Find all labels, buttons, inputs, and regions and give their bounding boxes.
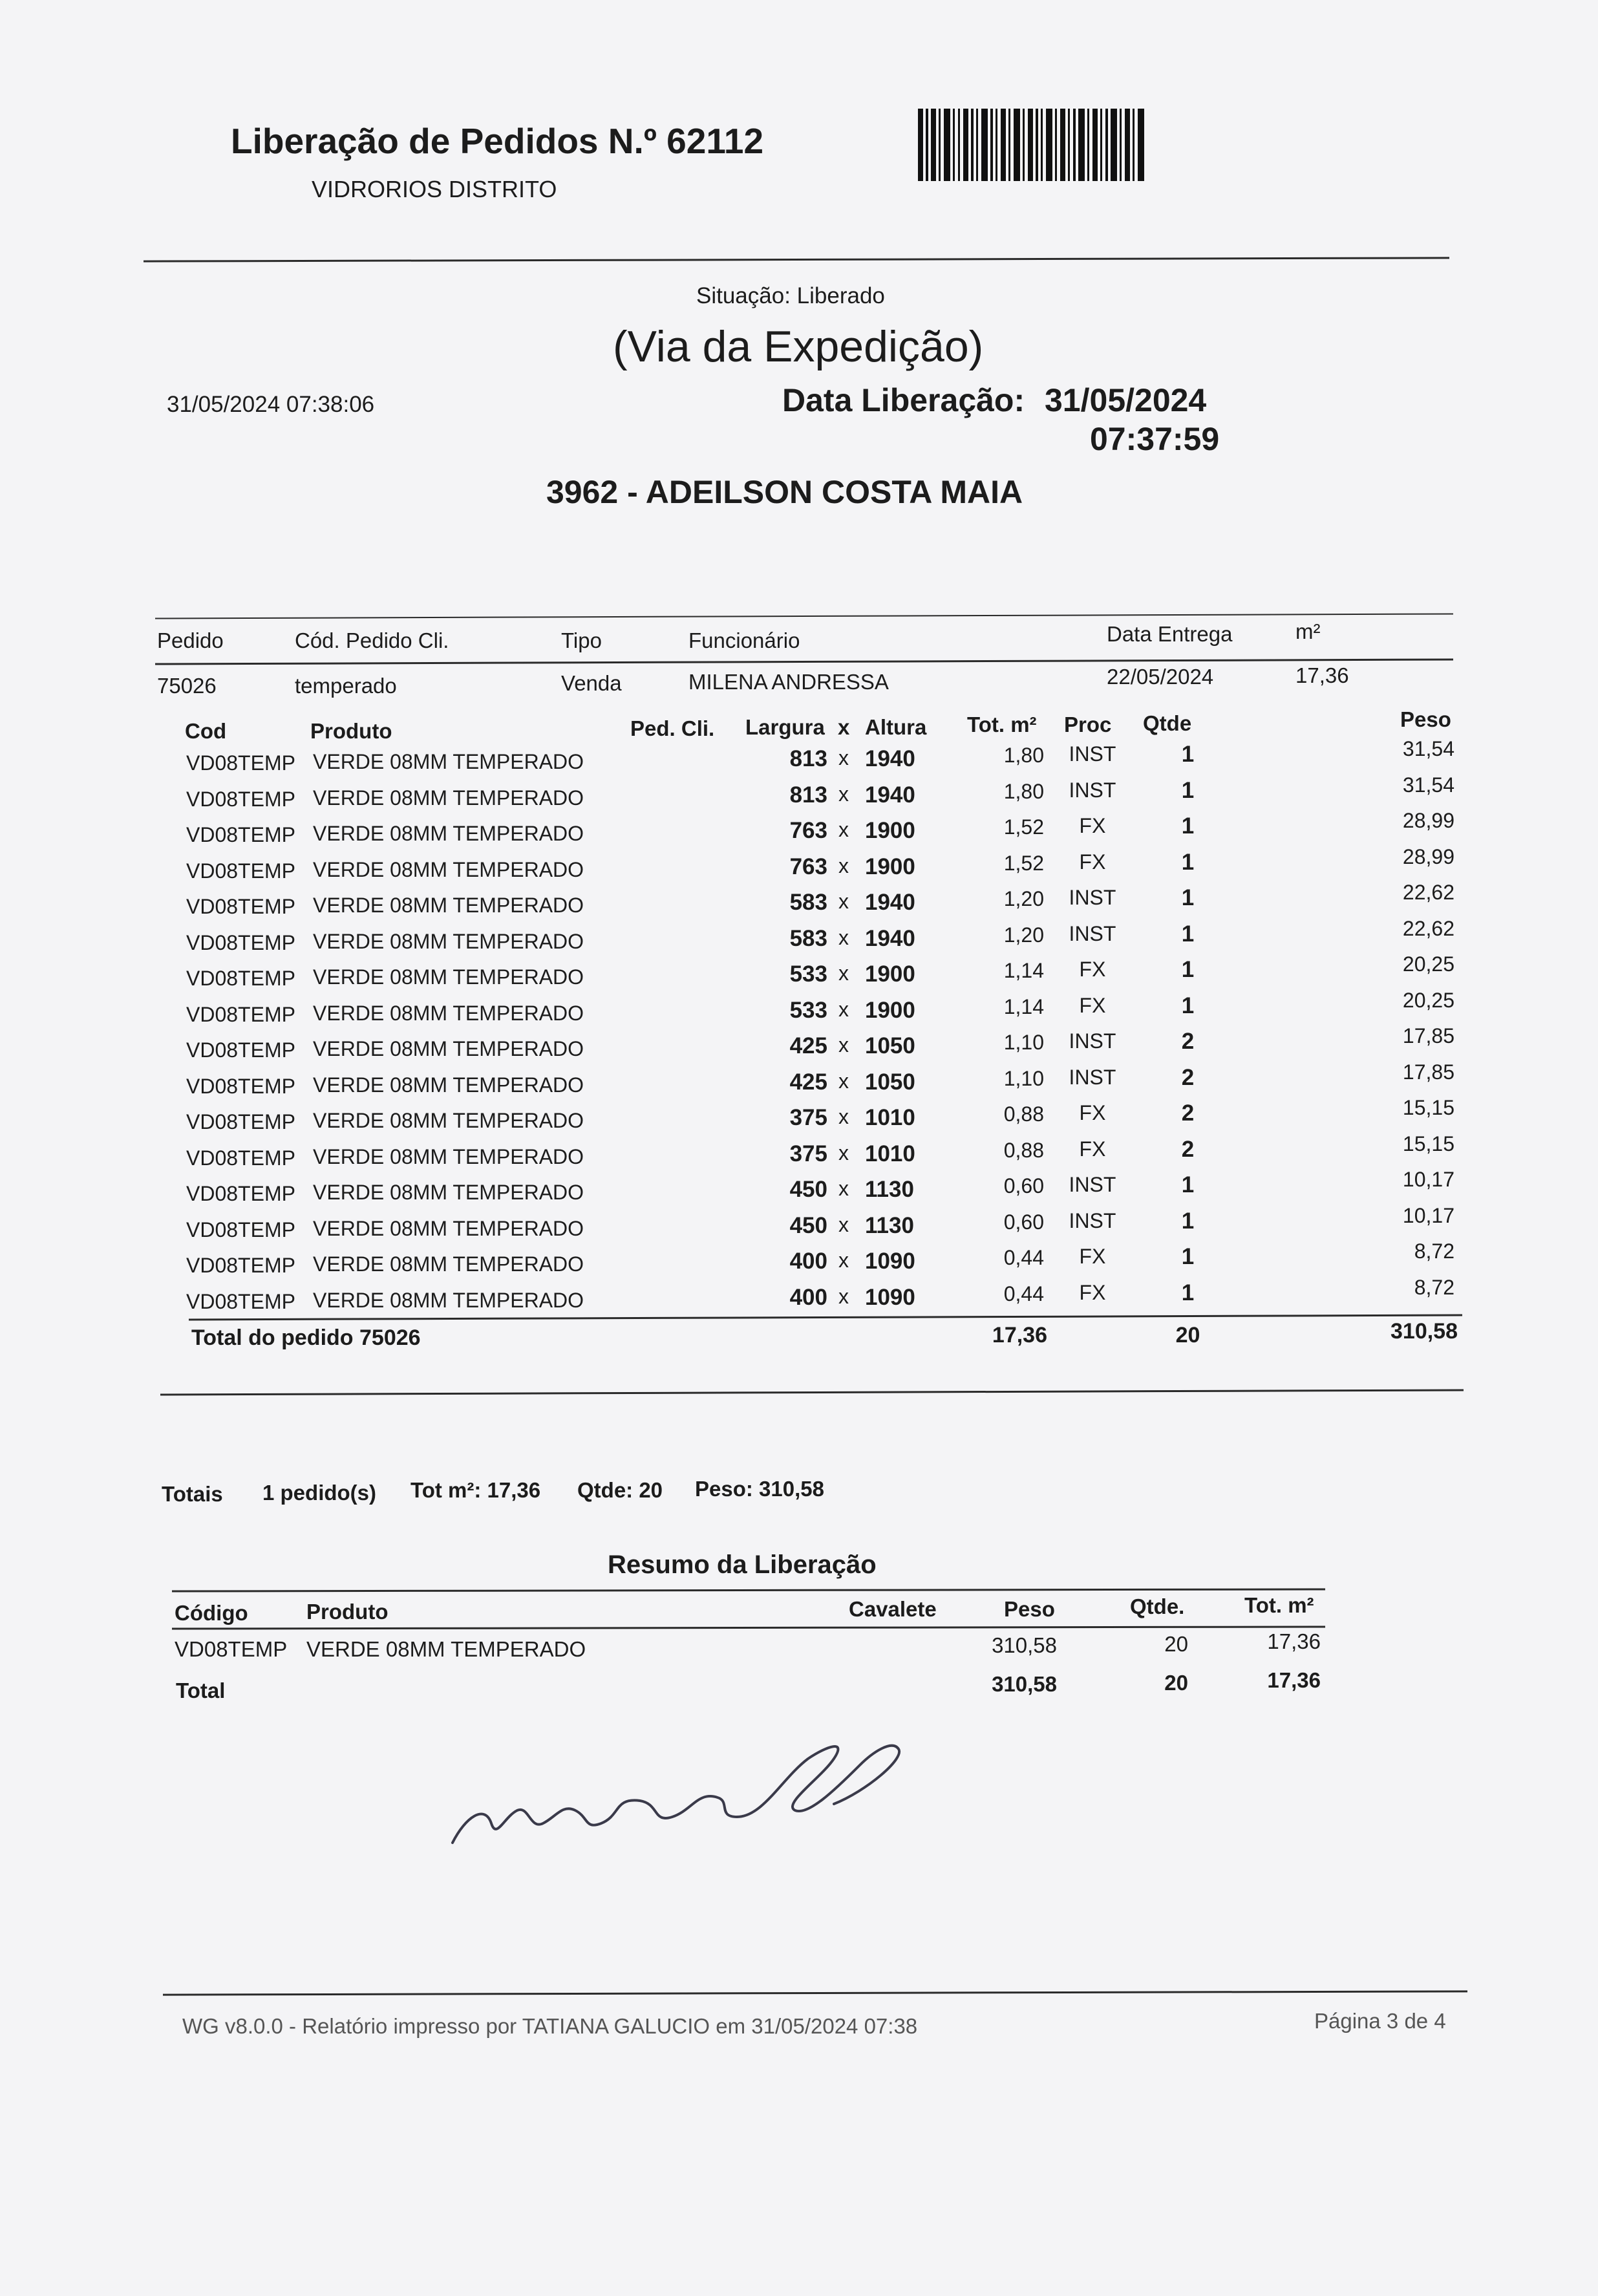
table-row — [0, 916, 1598, 959]
item-peso: 22,62 — [1402, 916, 1454, 940]
item-tot-m2: 0,44 — [1003, 1282, 1044, 1305]
item-altura: 1090 — [865, 1249, 915, 1274]
item-x: x — [838, 1033, 849, 1057]
item-altura: 1940 — [865, 925, 915, 951]
item-cod: VD08TEMP — [186, 1002, 295, 1026]
col-tipo-header: Tipo — [561, 628, 602, 652]
item-cod: VD08TEMP — [186, 895, 295, 918]
col-data-entrega-header: Data Entrega — [1107, 622, 1233, 646]
item-x: x — [838, 925, 849, 949]
item-produto: VERDE 08MM TEMPERADO — [313, 750, 584, 773]
item-altura: 1900 — [865, 997, 915, 1023]
item-largura: 533 — [789, 961, 827, 987]
items-col-altura: Altura — [865, 715, 927, 739]
item-x: x — [838, 1249, 849, 1272]
summary-col-produto: Produto — [306, 1600, 389, 1624]
item-cod: VD08TEMP — [186, 1038, 295, 1062]
item-produto: VERDE 08MM TEMPERADO — [313, 894, 584, 917]
item-largura: 450 — [789, 1212, 827, 1238]
item-x: x — [838, 1069, 849, 1093]
summary-total-tot-m2: 17,36 — [1267, 1668, 1321, 1692]
item-peso: 28,99 — [1402, 844, 1454, 868]
items-col-proc: Proc — [1064, 713, 1112, 736]
item-peso: 10,17 — [1402, 1203, 1454, 1227]
item-peso: 22,62 — [1402, 881, 1454, 904]
item-tot-m2: 0,60 — [1003, 1210, 1044, 1234]
item-largura: 813 — [789, 746, 827, 771]
item-qtde: 1 — [1181, 885, 1195, 910]
item-produto: VERDE 08MM TEMPERADO — [313, 1109, 584, 1132]
item-peso: 20,25 — [1402, 988, 1454, 1012]
summary-col-cavalete: Cavalete — [849, 1597, 937, 1621]
item-qtde: 1 — [1181, 813, 1195, 839]
item-x: x — [838, 853, 849, 877]
item-proc: INST — [1069, 886, 1116, 909]
item-x: x — [838, 782, 849, 806]
item-altura: 1940 — [865, 782, 915, 808]
tipo-value: Venda — [561, 671, 622, 695]
item-qtde: 1 — [1181, 777, 1195, 803]
item-qtde: 1 — [1181, 1208, 1195, 1234]
item-largura: 583 — [789, 890, 827, 915]
item-peso: 15,15 — [1402, 1096, 1454, 1119]
document-title: Liberação de Pedidos N.º 62112 — [231, 121, 764, 161]
funcionario-value: MILENA ANDRESSA — [688, 670, 889, 694]
item-proc: INST — [1069, 921, 1116, 945]
item-proc: INST — [1069, 778, 1116, 802]
summary-row-produto: VERDE 08MM TEMPERADO — [306, 1637, 586, 1661]
item-proc: FX — [1079, 1137, 1106, 1161]
item-tot-m2: 0,60 — [1003, 1174, 1044, 1197]
summary-header-line — [172, 1625, 1325, 1629]
item-proc: INST — [1069, 1208, 1116, 1232]
summary-row-qtde: 20 — [1164, 1632, 1188, 1656]
company-name: VIDRORIOS DISTRITO — [312, 176, 557, 202]
summary-row-tot-m2: 17,36 — [1267, 1629, 1321, 1653]
item-peso: 17,85 — [1402, 1024, 1454, 1047]
item-produto: VERDE 08MM TEMPERADO — [313, 1288, 584, 1312]
item-peso: 8,72 — [1414, 1239, 1454, 1263]
item-largura: 425 — [789, 1069, 827, 1095]
m2-value: 17,36 — [1295, 663, 1349, 687]
item-altura: 1090 — [865, 1284, 915, 1310]
item-qtde: 1 — [1181, 1244, 1195, 1269]
item-x: x — [838, 1212, 849, 1236]
barcode-image — [918, 109, 1148, 181]
totals-m2: Tot m²: 17,36 — [410, 1478, 541, 1502]
item-tot-m2: 1,20 — [1003, 887, 1044, 910]
item-produto: VERDE 08MM TEMPERADO — [313, 1216, 584, 1240]
item-peso: 15,15 — [1402, 1132, 1454, 1155]
item-cod: VD08TEMP — [186, 1110, 295, 1133]
items-col-largura: Largura — [745, 715, 825, 739]
page-number: Página 3 de 4 — [1314, 2009, 1446, 2033]
item-altura: 1900 — [865, 853, 915, 879]
item-produto: VERDE 08MM TEMPERADO — [313, 1252, 584, 1276]
totals-label: Totais — [162, 1482, 223, 1506]
item-produto: VERDE 08MM TEMPERADO — [313, 1073, 584, 1097]
item-produto: VERDE 08MM TEMPERADO — [313, 857, 584, 881]
item-qtde: 1 — [1181, 957, 1195, 982]
item-altura: 1130 — [865, 1212, 914, 1238]
summary-total-qtde: 20 — [1164, 1671, 1188, 1695]
item-peso: 31,54 — [1402, 737, 1454, 760]
item-produto: VERDE 08MM TEMPERADO — [313, 1001, 584, 1025]
status-label: Situação: Liberado — [696, 283, 885, 308]
summary-top-line — [172, 1588, 1325, 1592]
item-altura: 1050 — [865, 1033, 915, 1058]
item-tot-m2: 1,52 — [1003, 815, 1044, 839]
item-altura: 1900 — [865, 961, 915, 987]
item-cod: VD08TEMP — [186, 751, 295, 775]
summary-row-peso: 310,58 — [992, 1633, 1057, 1657]
table-row — [0, 773, 1598, 815]
table-row — [0, 952, 1598, 994]
item-peso: 20,25 — [1402, 952, 1454, 976]
item-qtde: 2 — [1181, 1064, 1195, 1090]
release-summary-title: Resumo da Liberação — [608, 1550, 877, 1579]
data-entrega-value: 22/05/2024 — [1107, 665, 1214, 689]
item-cod: VD08TEMP — [186, 1218, 295, 1241]
item-altura: 1130 — [865, 1177, 914, 1202]
summary-total-label: Total — [176, 1679, 226, 1702]
table-row — [0, 988, 1598, 1031]
items-col-ped-cli: Ped. Cli. — [630, 716, 715, 740]
items-col-x: x — [838, 715, 850, 739]
item-tot-m2: 1,14 — [1003, 994, 1044, 1018]
table-row — [0, 1096, 1598, 1138]
items-col-produto: Produto — [310, 719, 392, 743]
item-largura: 813 — [789, 782, 827, 808]
cod-pedido-cli-value: temperado — [295, 674, 397, 698]
col-funcionario-header: Funcionário — [688, 628, 800, 652]
item-peso: 10,17 — [1402, 1168, 1454, 1191]
item-cod: VD08TEMP — [186, 787, 295, 811]
item-tot-m2: 1,14 — [1003, 959, 1044, 982]
item-peso: 17,85 — [1402, 1060, 1454, 1084]
release-time-value: 07:37:59 — [1090, 421, 1220, 457]
item-largura: 763 — [789, 818, 827, 843]
item-produto: VERDE 08MM TEMPERADO — [313, 965, 584, 989]
order-total-m2: 17,36 — [992, 1323, 1047, 1347]
item-tot-m2: 1,20 — [1003, 923, 1044, 947]
item-cod: VD08TEMP — [186, 823, 295, 846]
item-qtde: 1 — [1181, 921, 1195, 947]
item-produto: VERDE 08MM TEMPERADO — [313, 1037, 584, 1060]
table-row — [0, 881, 1598, 923]
table-row — [0, 1275, 1598, 1318]
item-produto: VERDE 08MM TEMPERADO — [313, 929, 584, 953]
table-row — [0, 1168, 1598, 1210]
release-date-value: 31/05/2024 — [1045, 382, 1207, 418]
item-x: x — [838, 997, 849, 1021]
order-total-qtde: 20 — [1175, 1323, 1200, 1347]
order-header-top-line — [155, 613, 1453, 619]
item-x: x — [838, 890, 849, 913]
item-proc: FX — [1079, 814, 1106, 837]
item-cod: VD08TEMP — [186, 1182, 295, 1205]
pedido-value: 75026 — [157, 674, 217, 698]
item-tot-m2: 0,88 — [1003, 1138, 1044, 1162]
item-tot-m2: 0,44 — [1003, 1246, 1044, 1269]
item-altura: 1940 — [865, 890, 915, 915]
printed-by-footer: WG v8.0.0 - Relatório impresso por TATIANA GALUCIO em 31/05/2024 07:38 — [182, 2014, 918, 2038]
table-row — [0, 1060, 1598, 1102]
header-divider — [144, 257, 1449, 262]
summary-col-peso: Peso — [1004, 1597, 1055, 1621]
handwritten-signature — [446, 1720, 924, 1862]
item-x: x — [838, 746, 849, 769]
item-qtde: 1 — [1181, 849, 1195, 875]
item-x: x — [838, 1105, 849, 1128]
item-produto: VERDE 08MM TEMPERADO — [313, 822, 584, 845]
totals-qtde: Qtde: 20 — [577, 1478, 663, 1502]
summary-col-tot-m2: Tot. m² — [1244, 1593, 1314, 1617]
item-largura: 425 — [789, 1033, 827, 1058]
table-row — [0, 1024, 1598, 1066]
item-qtde: 1 — [1181, 742, 1195, 767]
item-proc: FX — [1079, 1245, 1106, 1268]
item-qtde: 1 — [1181, 1172, 1195, 1197]
item-proc: INST — [1069, 742, 1116, 766]
totals-pedidos: 1 pedido(s) — [262, 1481, 377, 1505]
col-pedido-header: Pedido — [157, 628, 224, 652]
item-qtde: 2 — [1181, 1136, 1195, 1162]
item-x: x — [838, 1177, 849, 1200]
order-total-peso: 310,58 — [1390, 1319, 1458, 1344]
item-x: x — [838, 818, 849, 841]
release-date-label: Data Liberação: — [782, 382, 1025, 418]
item-x: x — [838, 1141, 849, 1164]
summary-col-qtde: Qtde. — [1130, 1594, 1185, 1618]
item-altura: 1900 — [865, 818, 915, 843]
item-peso: 28,99 — [1402, 809, 1454, 832]
item-produto: VERDE 08MM TEMPERADO — [313, 1181, 584, 1204]
item-qtde: 1 — [1181, 1280, 1195, 1305]
table-row — [0, 737, 1598, 779]
item-largura: 400 — [789, 1284, 827, 1310]
table-row — [0, 1132, 1598, 1174]
item-largura: 583 — [789, 925, 827, 951]
item-tot-m2: 1,10 — [1003, 1066, 1044, 1090]
table-row — [0, 809, 1598, 851]
order-header-bottom-line — [155, 658, 1453, 665]
items-col-peso: Peso — [1400, 707, 1451, 731]
item-cod: VD08TEMP — [186, 1146, 295, 1170]
item-largura: 450 — [789, 1177, 827, 1202]
item-altura: 1940 — [865, 746, 915, 771]
col-m2-header: m² — [1295, 619, 1321, 643]
order-total-label: Total do pedido 75026 — [191, 1325, 421, 1350]
item-largura: 375 — [789, 1105, 827, 1130]
item-tot-m2: 1,52 — [1003, 851, 1044, 875]
client-name: 3962 - ADEILSON COSTA MAIA — [546, 474, 1023, 510]
item-peso: 8,72 — [1414, 1275, 1454, 1299]
items-col-cod: Cod — [185, 719, 227, 743]
item-cod: VD08TEMP — [186, 930, 295, 954]
summary-col-codigo: Código — [175, 1601, 248, 1625]
printed-timestamp: 31/05/2024 07:38:06 — [167, 392, 375, 417]
item-proc: INST — [1069, 1173, 1116, 1196]
item-largura: 400 — [789, 1249, 827, 1274]
item-proc: FX — [1079, 993, 1106, 1017]
item-proc: INST — [1069, 1065, 1116, 1089]
summary-total-peso: 310,58 — [992, 1672, 1057, 1696]
item-x: x — [838, 1284, 849, 1308]
summary-row-codigo: VD08TEMP — [175, 1637, 288, 1661]
item-tot-m2: 0,88 — [1003, 1102, 1044, 1126]
item-altura: 1010 — [865, 1141, 915, 1166]
item-qtde: 2 — [1181, 1029, 1195, 1054]
item-qtde: 2 — [1181, 1100, 1195, 1126]
item-altura: 1050 — [865, 1069, 915, 1095]
item-x: x — [838, 961, 849, 985]
item-proc: FX — [1079, 1280, 1106, 1304]
col-cod-pedido-cli-header: Cód. Pedido Cli. — [295, 628, 449, 652]
item-produto: VERDE 08MM TEMPERADO — [313, 786, 584, 810]
table-row — [0, 1203, 1598, 1246]
item-produto: VERDE 08MM TEMPERADO — [313, 1144, 584, 1168]
item-cod: VD08TEMP — [186, 1289, 295, 1313]
copy-type-title: (Via da Expedição) — [613, 322, 984, 371]
item-proc: FX — [1079, 1101, 1106, 1124]
item-altura: 1010 — [865, 1105, 915, 1130]
item-cod: VD08TEMP — [186, 1074, 295, 1098]
items-col-qtde: Qtde — [1143, 711, 1192, 735]
item-cod: VD08TEMP — [186, 859, 295, 883]
order-section-divider — [160, 1389, 1464, 1395]
item-proc: FX — [1079, 850, 1106, 874]
item-peso: 31,54 — [1402, 773, 1454, 797]
footer-divider — [163, 1990, 1467, 1995]
items-col-tot-m2: Tot. m² — [967, 713, 1037, 736]
item-largura: 533 — [789, 997, 827, 1023]
item-cod: VD08TEMP — [186, 967, 295, 990]
item-tot-m2: 1,80 — [1003, 779, 1044, 803]
item-qtde: 1 — [1181, 992, 1195, 1018]
item-tot-m2: 1,10 — [1003, 1031, 1044, 1054]
item-largura: 763 — [789, 853, 827, 879]
totals-peso: Peso: 310,58 — [695, 1477, 824, 1501]
item-largura: 375 — [789, 1141, 827, 1166]
table-row — [0, 1239, 1598, 1282]
item-cod: VD08TEMP — [186, 1254, 295, 1277]
item-proc: FX — [1079, 958, 1106, 981]
item-proc: INST — [1069, 1029, 1116, 1053]
item-tot-m2: 1,80 — [1003, 744, 1044, 767]
table-row — [0, 844, 1598, 887]
